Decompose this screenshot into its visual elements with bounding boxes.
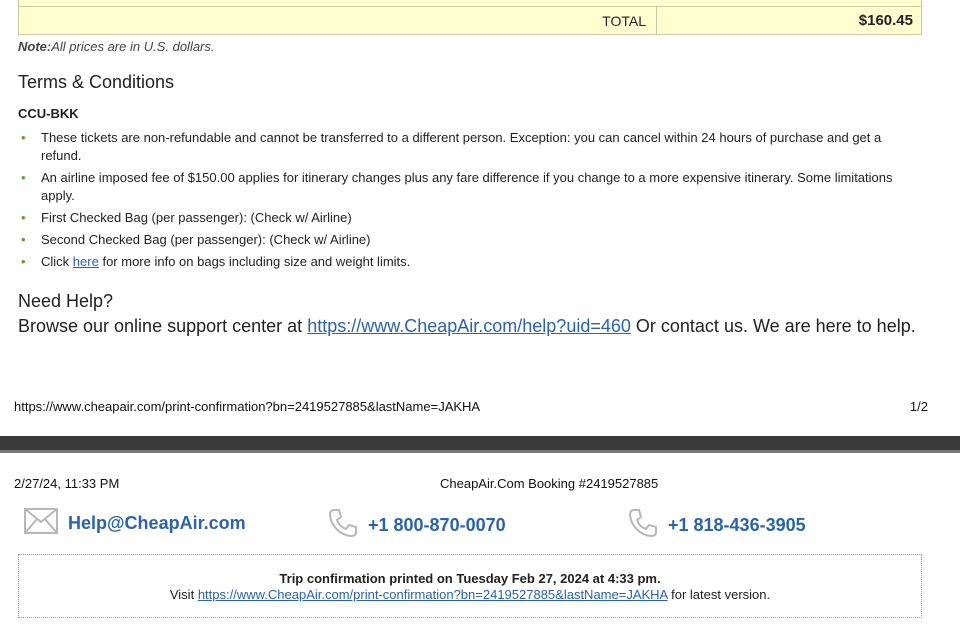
- cell-divider: [656, 6, 657, 34]
- total-value: $160.45: [858, 12, 913, 29]
- price-total-row: [18, 0, 922, 35]
- phone-icon: [328, 508, 358, 543]
- help-title: Need Help?: [18, 291, 114, 311]
- phone-1-link[interactable]: +1 800-870-0070: [368, 515, 506, 535]
- phone-icon: [628, 508, 658, 543]
- print-header-date: 2/27/24, 11:33 PM: [14, 476, 120, 491]
- confirmation-link[interactable]: https://www.CheapAir.com/print-confirmation?bn=2419527885&lastName=JAKHA: [197, 587, 668, 602]
- phone-2-link[interactable]: +1 818-436-3905: [668, 515, 806, 535]
- email-link[interactable]: Help@CheapAir.com: [68, 513, 246, 533]
- total-label: TOTAL: [602, 13, 646, 29]
- terms-item-text: These tickets are non-refundable and cannot be transferred to a different person. Exception: you can cancel within 24 hours of purchase and get a refund.: [41, 130, 882, 163]
- envelope-icon: [24, 508, 58, 539]
- page-break-edge: [0, 450, 960, 453]
- help-center-link[interactable]: https://www.CheapAir.com/help?uid=460: [307, 316, 631, 336]
- print-footer-url: https://www.cheapair.com/print-confirmation?bn=2419527885&lastName=JAKHA: [14, 399, 481, 414]
- terms-item-text: First Checked Bag (per passenger): (Check w/ Airline): [41, 210, 352, 225]
- terms-item-text: Second Checked Bag (per passenger): (Check w/ Airline): [41, 232, 371, 247]
- row-divider: [19, 6, 921, 7]
- note-label: Note:: [18, 39, 52, 54]
- list-item: [18, 231, 918, 249]
- bullet-icon: •: [21, 130, 26, 145]
- route-code: CCU-BKK: [18, 106, 79, 121]
- note-text: All prices are in U.S. dollars.: [51, 39, 215, 54]
- list-item: [18, 169, 918, 205]
- contact-phone-1: [328, 508, 506, 543]
- terms-list: [18, 129, 918, 275]
- bullet-icon: •: [21, 210, 26, 225]
- list-item: [18, 209, 918, 227]
- list-item: [18, 253, 918, 271]
- bullet-icon: •: [21, 232, 26, 247]
- confirmation-printed: Trip confirmation printed on Tuesday Feb 27, 2024 at 4:33 pm.: [279, 571, 661, 586]
- help-text: [18, 316, 916, 337]
- confirmation-box: [18, 554, 922, 618]
- terms-item-text: An airline imposed fee of $150.00 applies for itinerary changes plus any fare difference if you change to a more expensive itinerary. Some limitations apply.: [41, 170, 893, 203]
- bags-info-link[interactable]: here: [72, 254, 99, 269]
- bullet-icon: •: [21, 254, 26, 269]
- confirmation-visit: [19, 587, 921, 602]
- print-page-number: 1/2: [909, 399, 928, 414]
- contact-email: [24, 508, 246, 539]
- page-break: [0, 436, 960, 453]
- visit-after: for latest version.: [671, 587, 771, 602]
- contact-phone-2: [628, 508, 806, 543]
- bags-rest-text: for more info on bags including size and weight limits.: [102, 254, 411, 269]
- list-item: [18, 129, 918, 165]
- print-header-booking: CheapAir.Com Booking #2419527885: [440, 476, 659, 491]
- terms-title: Terms & Conditions: [18, 72, 175, 92]
- bags-click-text: Click: [41, 254, 70, 269]
- bullet-icon: •: [21, 170, 26, 185]
- help-text-after: Or contact us. We are here to help.: [635, 316, 916, 336]
- help-text-before: Browse our online support center at: [18, 316, 303, 336]
- visit-label: Visit: [169, 587, 195, 602]
- price-note: [18, 39, 215, 54]
